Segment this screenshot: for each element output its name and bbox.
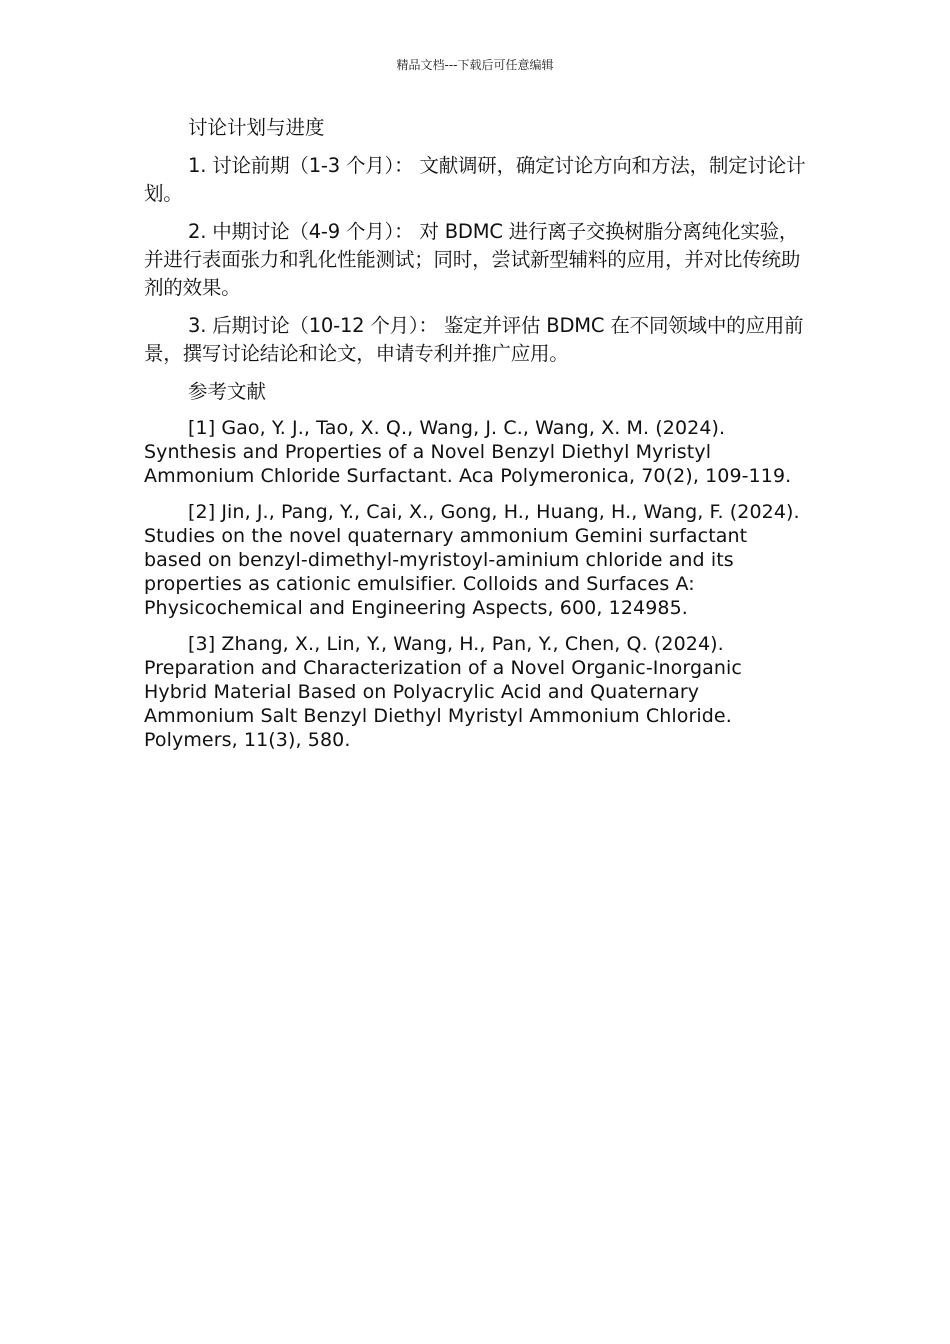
plan-section-title: 讨论计划与进度 — [188, 116, 325, 139]
reference-item-2: [2] Jin, J., Pang, Y., Cai, X., Gong, H., Huang, H., Wang, F. (2024). Studies on the novel quaternary ammonium Gemini surfactant based on benzyl-dimethyl-myristoyl-aminium chloride and its properties as cationic emulsifier. Colloids and Surfaces A: Physicochemical and Engineering Aspects, 600, 124985. — [144, 501, 800, 619]
reference-item-3: [3] Zhang, X., Lin, Y., Wang, H., Pan, Y., Chen, Q. (2024). Preparation and Characterization of a Novel Organic-Inorganic Hybrid Material Based on Polyacrylic Acid and Quaternary Ammonium Salt Benzyl Diethyl Myristyl Ammonium Chloride. Polymers, 11(3), 580. — [144, 633, 742, 751]
page-header: 精品文档---下载后可任意编辑 — [396, 58, 554, 72]
references-title: 参考文献 — [188, 380, 267, 403]
reference-item-1: [1] Gao, Y. J., Tao, X. Q., Wang, J. C., Wang, X. M. (2024). Synthesis and Properties of a Novel Benzyl Diethyl Myristyl Ammonium Chloride Surfactant. Aca Polymeronica, 70(2), 109-119. — [144, 417, 792, 487]
plan-item-late: 3. 后期讨论（10-12 个月）： 鉴定并评估 BDMC 在不同领域中的应用前景，撰写讨论结论和论文，申请专利并推广应用。 — [144, 314, 804, 365]
plan-item-middle: 2. 中期讨论（4-9 个月）： 对 BDMC 进行离子交换树脂分离纯化实验，并进行表面张力和乳化性能测试；同时，尝试新型辅料的应用，并对比传统助剂的效果。 — [144, 220, 801, 299]
document-body — [144, 114, 806, 764]
plan-item-early: 1. 讨论前期（1-3 个月）： 文献调研，确定讨论方向和方法，制定讨论计划。 — [144, 154, 806, 205]
